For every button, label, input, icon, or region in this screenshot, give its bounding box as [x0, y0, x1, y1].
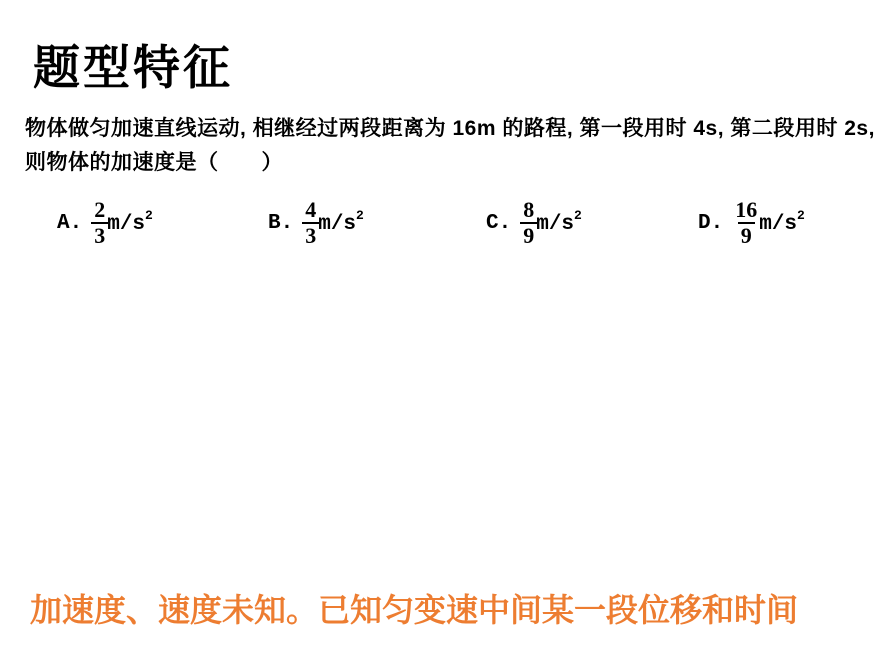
fraction-denominator: 3 — [91, 222, 108, 248]
option-a-fraction — [91, 198, 108, 248]
fraction-denominator: 3 — [302, 222, 319, 248]
option-b-fraction — [302, 198, 319, 248]
unit-text: m/s — [759, 213, 798, 236]
option-d-fraction — [732, 198, 760, 248]
option-d-unit — [759, 210, 805, 236]
option-c — [486, 192, 582, 254]
unit-text: m/s — [536, 213, 575, 236]
option-c-label: C. — [486, 211, 512, 235]
fraction-denominator: 9 — [738, 222, 755, 248]
option-d-label: D. — [698, 211, 724, 235]
option-a — [57, 192, 153, 254]
fraction-numerator: 8 — [523, 196, 535, 222]
option-b-label: B. — [268, 211, 294, 235]
option-a-unit — [107, 210, 153, 236]
unit-exponent: 2 — [797, 208, 805, 223]
option-c-fraction — [520, 198, 537, 248]
options-row — [0, 192, 894, 256]
unit-exponent: 2 — [145, 208, 153, 223]
option-b — [268, 192, 364, 254]
problem-statement — [25, 112, 891, 180]
problem-line-1: 物体做匀加速直线运动, 相继经过两段距离为 16m 的路程, 第一段用时 4s, 第二段用时 2s, — [25, 117, 875, 140]
option-b-unit — [318, 210, 364, 236]
unit-exponent: 2 — [574, 208, 582, 223]
option-c-unit — [536, 210, 582, 236]
problem-line-2: 则物体的加速度是（ ） — [25, 151, 283, 174]
fraction-denominator: 9 — [520, 222, 537, 248]
option-d — [698, 192, 805, 254]
unit-text: m/s — [107, 213, 146, 236]
fraction-numerator: 2 — [94, 196, 106, 222]
option-a-label: A. — [57, 211, 83, 235]
unit-text: m/s — [318, 213, 357, 236]
fraction-numerator: 16 — [735, 196, 758, 222]
key-point-text: 加速度、速度未知。已知匀变速中间某一段位移和时间 — [30, 592, 799, 628]
unit-exponent: 2 — [356, 208, 364, 223]
fraction-numerator: 4 — [305, 196, 317, 222]
slide-title: 题型特征 — [33, 41, 233, 94]
